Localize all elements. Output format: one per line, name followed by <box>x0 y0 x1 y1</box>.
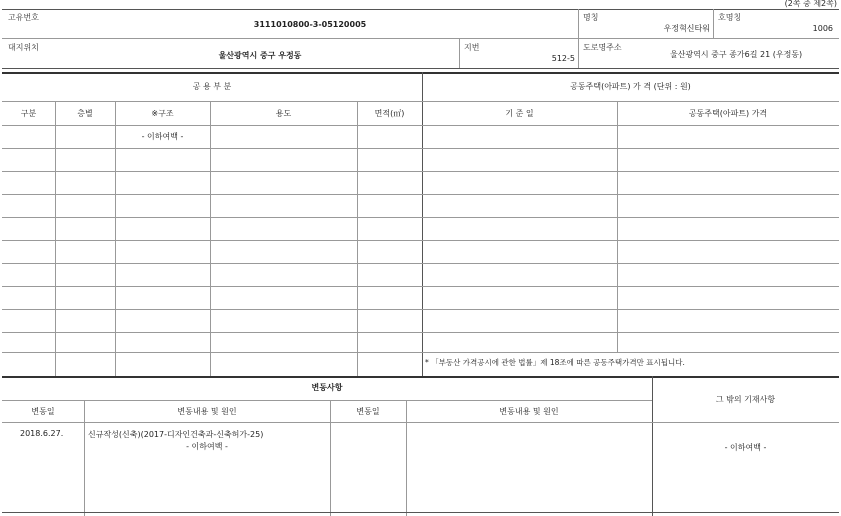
other-notes-title: 그 밖의 기재사항 <box>715 395 776 404</box>
lot-no-label: 지번 <box>464 43 480 52</box>
price-section-title: 공동주택(아파트) 가 격 (단위 : 원) <box>570 82 691 91</box>
other-notes-content: - 이하여백 - <box>724 443 767 452</box>
site-location-label: 대지위치 <box>8 43 39 52</box>
changes-top-border <box>2 376 839 378</box>
name-value: 우정혁신타워 <box>663 24 710 33</box>
unique-no-label: 고유번호 <box>8 13 39 22</box>
lot-no-value: 512-5 <box>551 54 575 63</box>
site-location-value: 울산광역시 중구 우정동 <box>218 51 302 60</box>
unit-name-value: 1006 <box>812 24 833 33</box>
name-label: 명칭 <box>583 13 599 22</box>
unique-no-value: 3111010800-3-05120005 <box>253 20 367 29</box>
header-bottom-border <box>2 68 839 69</box>
page-bottom-border <box>2 512 839 513</box>
page-indicator: (2쪽 중 제2쪽) <box>784 0 837 8</box>
changes-col-date-1: 변동일 <box>31 407 55 416</box>
section-top-border <box>2 72 839 74</box>
road-address-label: 도로명주소 <box>583 43 622 52</box>
changes-col-content-1: 변동내용 및 원인 <box>177 407 237 416</box>
col-header-apartment-price: 공동주택(아파트) 가격 <box>688 109 768 118</box>
header-mid-border <box>2 38 839 39</box>
price-footnote: * 「부동산 가격공시에 관한 법률」제 18조에 따른 공동주택가격만 표시됩니다. <box>425 358 685 367</box>
road-address-value: 울산광역시 중구 종가6길 21 (우정동) <box>670 50 803 59</box>
col-header-use: 용도 <box>275 109 292 118</box>
change-date: 2018.6.27. <box>20 429 64 438</box>
col-header-division: 구분 <box>20 109 37 118</box>
unit-name-label: 호명칭 <box>718 13 742 22</box>
col-header-base-date: 기 준 일 <box>505 109 534 118</box>
change-content: 신규작성(신축)(2017-디자인건축과-신축허가-25) <box>88 430 264 439</box>
shared-blank-note: - 이하여백 - <box>141 132 184 141</box>
col-header-area: 면적(㎡) <box>374 109 405 118</box>
changes-col-content-2: 변동내용 및 원인 <box>499 407 559 416</box>
changes-title: 변동사항 <box>311 383 343 392</box>
col-header-floor: 층별 <box>77 109 93 118</box>
changes-blank-note: - 이하여백 - <box>186 442 228 451</box>
col-header-structure: ※구조 <box>151 109 174 118</box>
changes-col-date-2: 변동일 <box>356 407 380 416</box>
shared-section-title: 공 용 부 분 <box>192 82 232 91</box>
